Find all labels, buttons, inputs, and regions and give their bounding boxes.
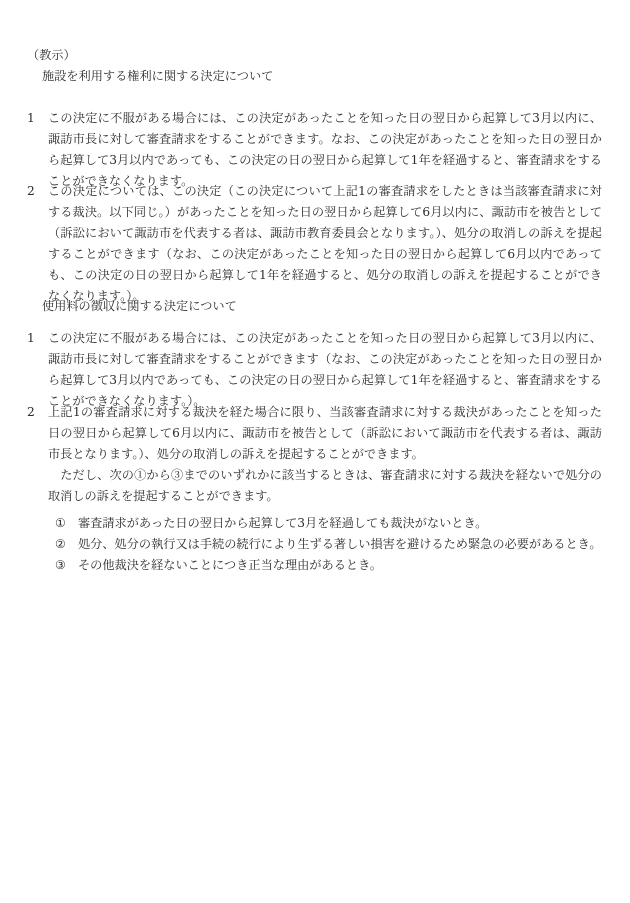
document-label: （教示） xyxy=(27,48,76,62)
list-item xyxy=(27,402,602,465)
section-heading-fee-collection: 使用料の徴収に関する決定について xyxy=(42,299,237,313)
list-item-text: この決定に不服がある場合には、この決定があったことを知った日の翌日から起算して3月以内に、諏訪市長に対して審査請求をすることができます（なお、この決定があったことを知った日の翌日から起算して3月以内であっても、この決定の日の翌日から起算して1年を経過すると、審査請求をすることができなくなります。）。 xyxy=(48,331,602,408)
proviso-paragraph: ただし、次の①から③までのいずれかに該当するときは、審査請求に対する裁決を経ないで処分の取消しの訴えを提起することができます。 xyxy=(48,468,602,503)
list-item xyxy=(27,108,602,192)
list-item-text: 処分、処分の執行又は手続の続行により生ずる著しい損害を避けるため緊急の必要があるとき。 xyxy=(78,537,602,551)
list-item-number: 2 xyxy=(27,184,35,198)
list-item-text: この決定については、この決定（この決定について上記1の審査請求をしたときは当該審査請求に対する裁決。以下同じ。）があったことを知った日の翌日から起算して6月以内に、諏訪市を被告として（訴訟において諏訪市を代表する者は、諏訪市教育委員会となります。）、処分の取消しの訴えを提起することができます（なお、この決定があったことを知った日の翌日から起算して6月以内であっても、この決定の日の翌日から起算して1年を経過すると、処分の取消しの訴えを提起することができなくなります。）。 xyxy=(48,184,602,303)
list-item-text: 上記1の審査請求に対する裁決を経た場合に限り、当該審査請求に対する裁決があったことを知った日の翌日から起算して6月以内に、諏訪市を被告として（訴訟において諏訪市を代表する者は、諏訪市長となります。）、処分の取消しの訴えを提起することができます。 xyxy=(48,405,602,461)
list-item xyxy=(55,534,602,555)
list-item xyxy=(27,181,602,307)
list-item-number: 1 xyxy=(27,111,35,125)
list-item-number: 1 xyxy=(27,331,35,345)
circled-number-marker: ① xyxy=(55,516,66,530)
list-item-text: 審査請求があった日の翌日から起算して3月を経過しても裁決がないとき。 xyxy=(78,516,488,530)
section-heading-facility-use: 施設を利用する権利に関する決定について xyxy=(42,69,274,83)
exception-list xyxy=(55,513,602,576)
circled-number-marker: ② xyxy=(55,537,66,551)
circled-number-marker: ③ xyxy=(55,558,66,572)
list-item-number: 2 xyxy=(27,405,35,419)
list-item xyxy=(27,328,602,412)
list-item xyxy=(55,513,602,534)
list-item-text: その他裁決を経ないことにつき正当な理由があるとき。 xyxy=(78,558,382,572)
list-item-text: この決定に不服がある場合には、この決定があったことを知った日の翌日から起算して3月以内に、諏訪市長に対して審査請求をすることができます。なお、この決定があったことを知った日の翌日から起算して3月以内であっても、この決定の日の翌日から起算して1年を経過すると、審査請求をすることができなくなります。 xyxy=(48,111,602,188)
list-item xyxy=(55,555,602,576)
